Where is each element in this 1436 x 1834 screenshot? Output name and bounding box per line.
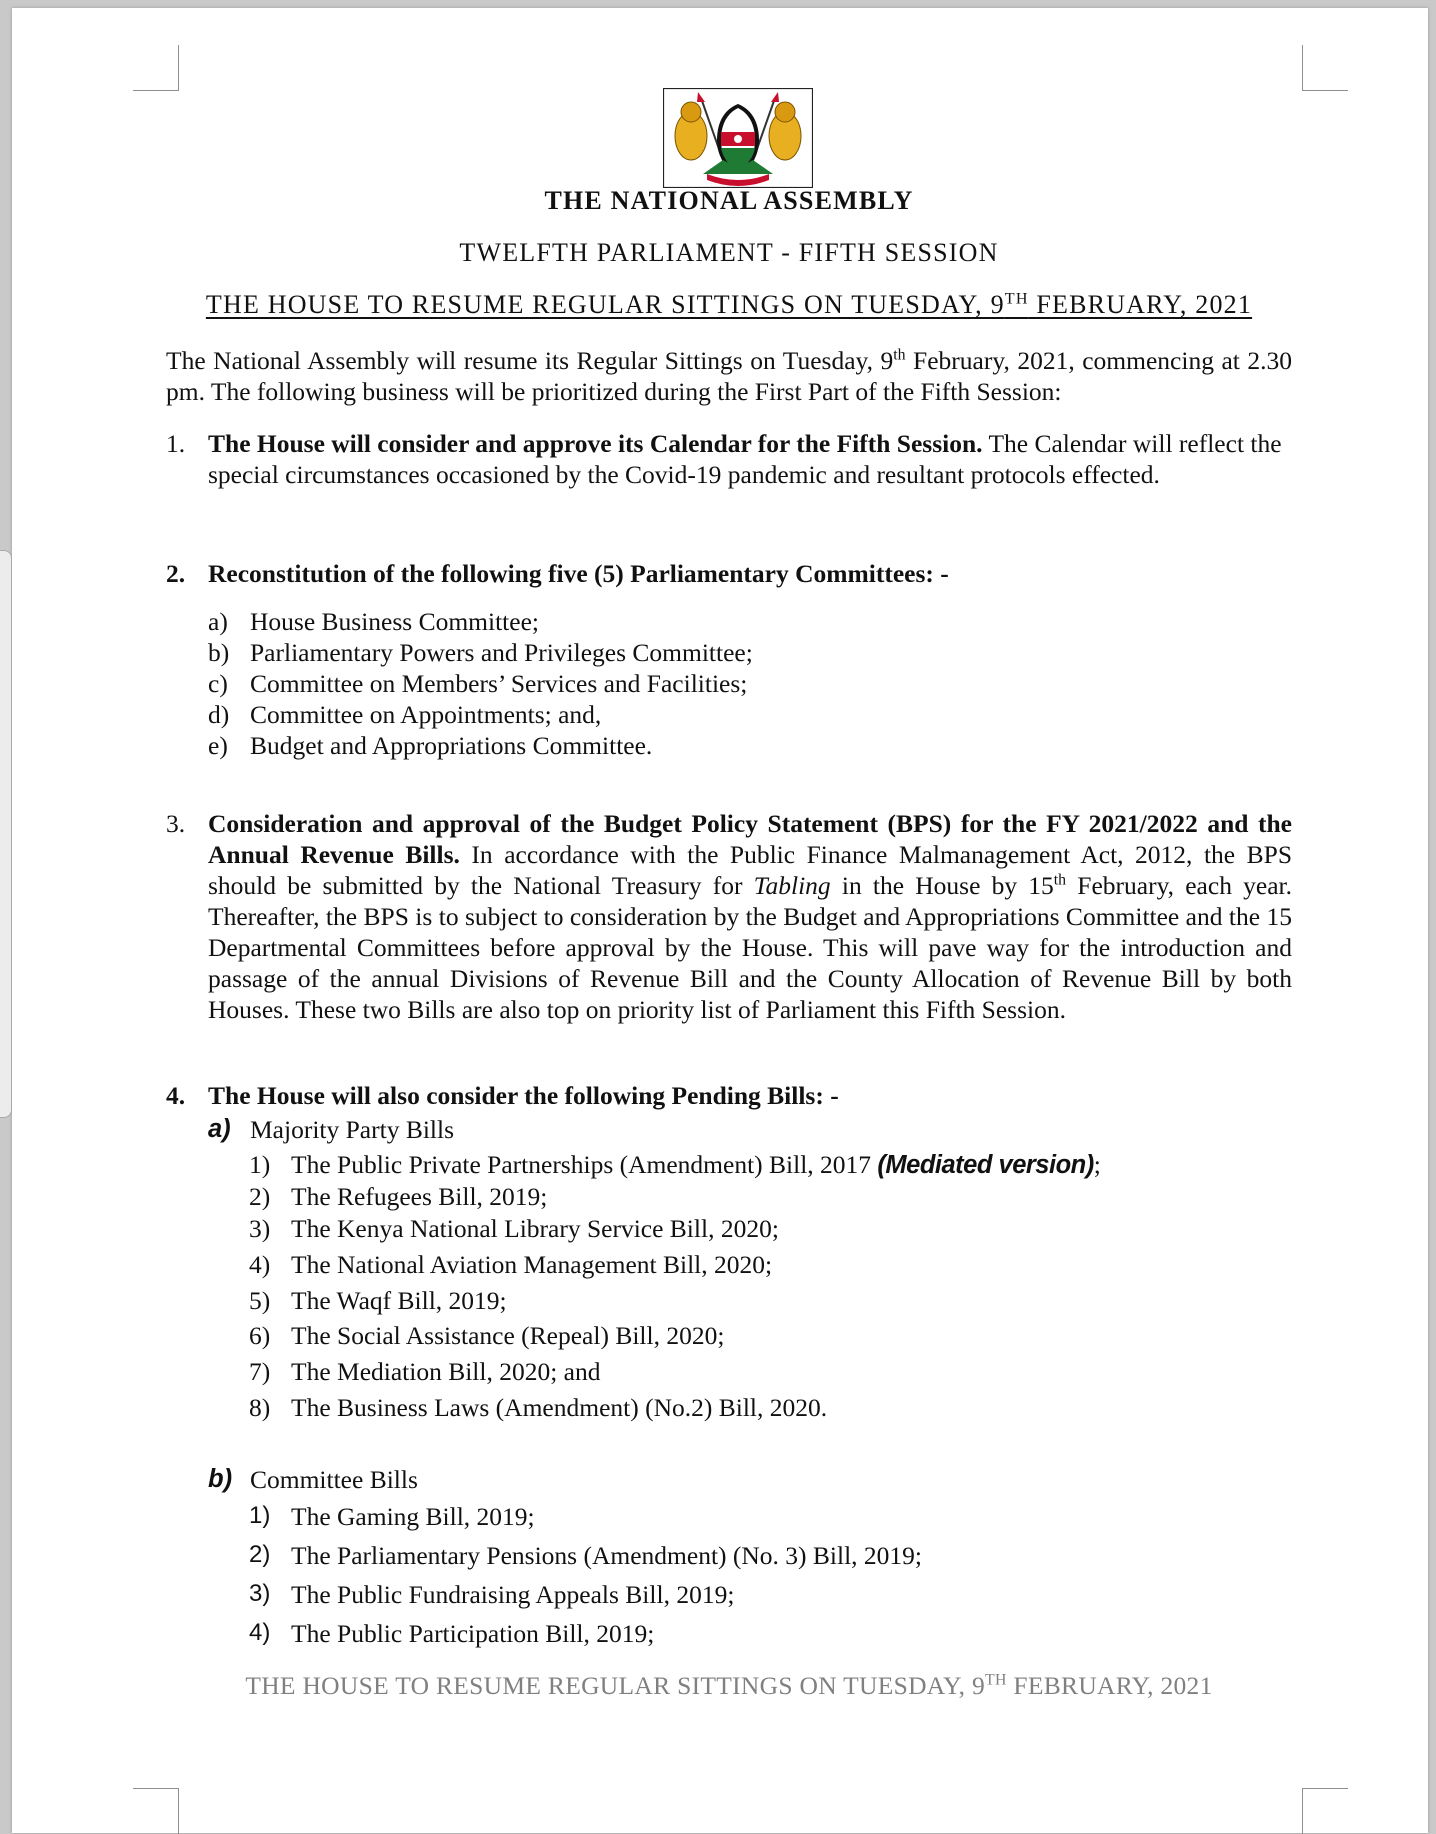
crop-mark-bottom-right xyxy=(1302,1788,1348,1834)
item-number: 2. xyxy=(166,559,186,588)
agenda-item-3: 3. Consideration and approval of the Budget Policy Statement (BPS) for the FY 2021/2022 and the Annual Revenue Bills. In accordance with the Public Finance Malmanagement Act, 2012, the BPS should be submitted by the National Treasury for Tabling in the House by 15th February, each year. Thereafter, the BPS is to subject to consideration by the Budget and Appropriations Committee and the 15 Departmental Committees before approval by the House. This will pave way for the introduction and passage of the annual Divisions of Revenue Bill and the County Allocation of Revenue Bill by both Houses. These two Bills are also top on priority list of Parliament this Fifth Session. xyxy=(166,809,1293,1024)
scroll-edge-tab[interactable] xyxy=(0,550,12,1118)
agenda-item-4 xyxy=(166,1080,1292,1111)
agenda-item-1 xyxy=(166,428,1292,490)
item-number: 3. xyxy=(166,809,186,838)
bill-item: 4) The Public Participation Bill, 2019; xyxy=(249,1619,655,1648)
bill-item: 6) The Social Assistance (Repeal) Bill, 2020; xyxy=(249,1321,725,1350)
agenda-item-2 xyxy=(166,558,1292,589)
committee-list-item: b) Parliamentary Powers and Privileges Committee; xyxy=(208,638,753,667)
bill-item: 4) The National Aviation Management Bill, 2020; xyxy=(249,1250,773,1279)
committee-list-item: a) House Business Committee; xyxy=(208,607,539,636)
document-subtitle: TWELFTH PARLIAMENT - FIFTH SESSION xyxy=(459,238,999,267)
intro-paragraph: The National Assembly will resume its Regular Sittings on Tuesday, 9th February, 2021, commencing at 2.30 pm. The following business will be prioritized during the First Part of the Fifth Session: xyxy=(166,346,1292,406)
crop-mark-top-right xyxy=(1302,45,1348,91)
item-2-heading: Reconstitution of the following five (5) Parliamentary Committees: - xyxy=(208,559,949,588)
bill-item: 1) The Gaming Bill, 2019; xyxy=(249,1502,535,1531)
bill-item: 3) The Public Fundraising Appeals Bill, 2019; xyxy=(249,1580,735,1609)
crop-mark-bottom-left xyxy=(133,1788,179,1834)
item-4-heading: The House will also consider the following Pending Bills: - xyxy=(208,1081,839,1110)
item-number: 1. xyxy=(166,429,186,458)
coat-of-arms-icon xyxy=(663,88,813,188)
crop-mark-top-left xyxy=(133,45,179,91)
committee-list-item: e) Budget and Appropriations Committee. xyxy=(208,731,653,760)
bill-item: 5) The Waqf Bill, 2019; xyxy=(249,1286,507,1315)
bill-item: 1) The Public Private Partnerships (Amendment) Bill, 2017 (Mediated version); xyxy=(249,1150,1101,1179)
majority-party-bills-heading: a) Majority Party Bills xyxy=(208,1115,454,1144)
committee-list-item: d) Committee on Appointments; and, xyxy=(208,700,602,729)
item-3-heading: Consideration and approval of the Budget Policy Statement (BPS) for the FY 2021/2022 and the Annual Revenue Bills. xyxy=(208,809,1292,869)
document-title: THE NATIONAL ASSEMBLY xyxy=(544,186,914,215)
bill-item: 3) The Kenya National Library Service Bill, 2020; xyxy=(249,1214,779,1243)
bill-item: 2) The Refugees Bill, 2019; xyxy=(249,1182,548,1211)
bill-item: 7) The Mediation Bill, 2020; and xyxy=(249,1357,601,1386)
item-number: 4. xyxy=(166,1081,186,1110)
committee-bills-heading: b) Committee Bills xyxy=(208,1465,418,1494)
document-heading: THE HOUSE TO RESUME REGULAR SITTINGS ON TUESDAY, 9TH FEBRUARY, 2021 xyxy=(205,290,1253,319)
committee-list-item: c) Committee on Members’ Services and Facilities; xyxy=(208,669,748,698)
page-footer: THE HOUSE TO RESUME REGULAR SITTINGS ON TUESDAY, 9TH FEBRUARY, 2021 xyxy=(245,1671,1213,1700)
bill-item: 8) The Business Laws (Amendment) (No.2) Bill, 2020. xyxy=(249,1393,828,1422)
item-1-text: The Calendar will reflect the special circumstances occasioned by the Covid-19 pandemic and resultant protocols effected. xyxy=(208,429,1282,489)
item-1-heading: The House will consider and approve its Calendar for the Fifth Session. xyxy=(208,429,983,458)
bill-item: 2) The Parliamentary Pensions (Amendment) (No. 3) Bill, 2019; xyxy=(249,1541,923,1570)
